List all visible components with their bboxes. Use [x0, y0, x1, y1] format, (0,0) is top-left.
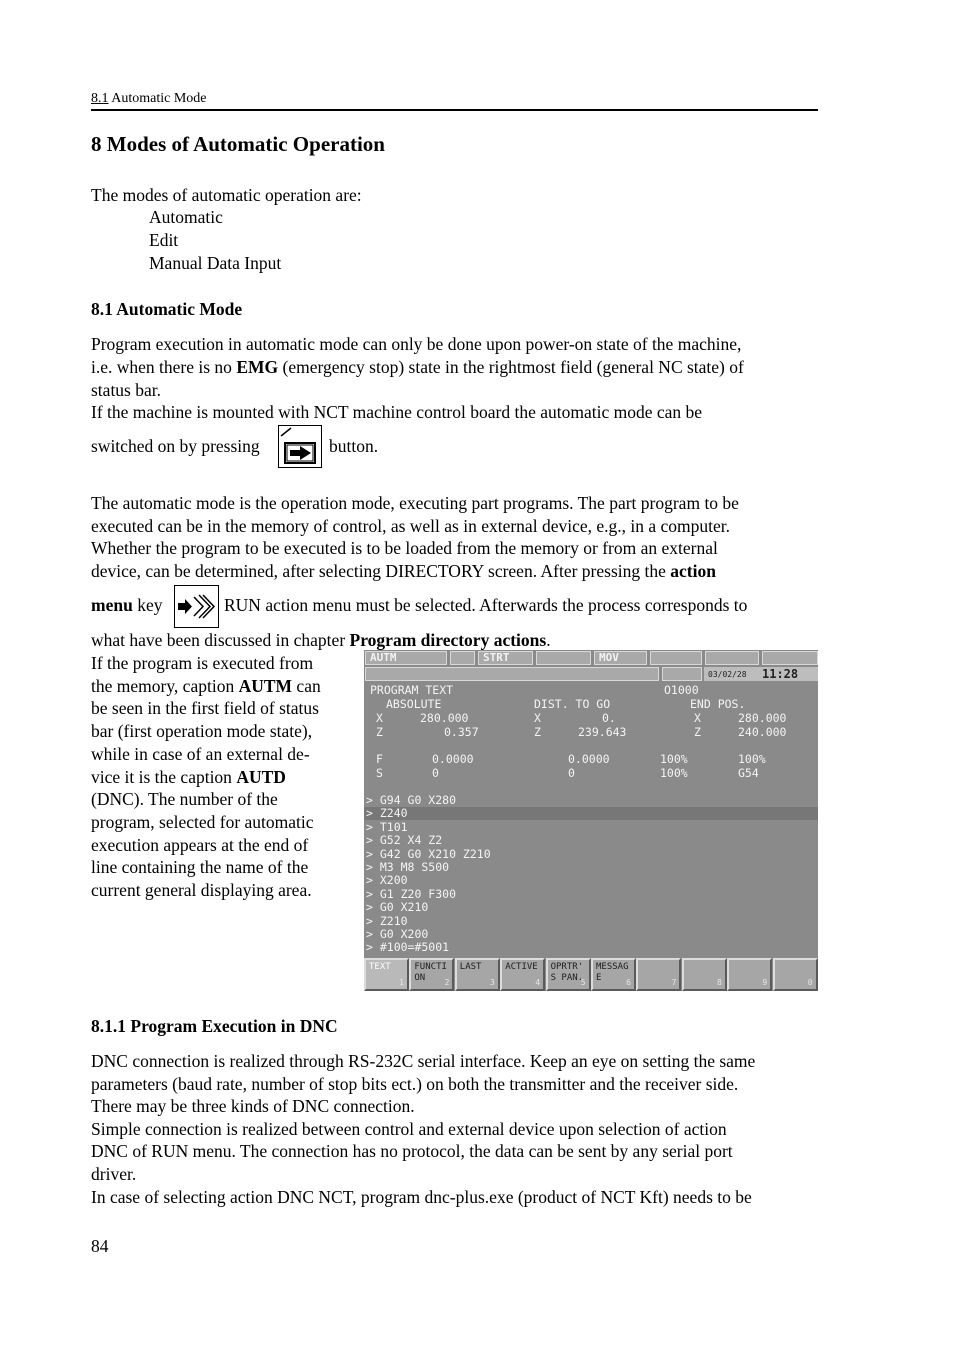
softkey-5[interactable] — [546, 958, 591, 991]
softkey-1[interactable] — [364, 958, 409, 991]
feed-label: F — [376, 752, 383, 766]
axis-value: 280.000 — [738, 711, 787, 725]
feed-override: 100% — [660, 752, 688, 766]
program-line: > G1 Z20 F300 — [366, 886, 457, 901]
softkey-number: 0 — [807, 978, 813, 987]
rapid-override: 100% — [738, 752, 766, 766]
header-rule — [91, 109, 818, 111]
text-run: i.e. when there is no — [91, 357, 237, 377]
softkey-number: 1 — [399, 978, 404, 987]
paragraph-1-line-2 — [91, 356, 831, 379]
subsection-line: parameters (baud rate, number of stop bits ect.) on both the transmitter and the receiver side. — [91, 1074, 739, 1094]
softkey-number: 7 — [671, 978, 677, 987]
text-run: vice it is the caption — [91, 767, 237, 787]
subsection-line: Simple connection is realized between control and external device upon selection of action — [91, 1119, 727, 1139]
column-header-absolute: ABSOLUTE — [386, 697, 442, 711]
text-run: switched on by pressing — [91, 436, 260, 456]
action-menu-key-icon — [174, 585, 219, 628]
softkey-4[interactable] — [500, 958, 545, 991]
header-section-title: Automatic Mode — [111, 91, 207, 106]
subsection-line: DNC of RUN menu. The connection has no protocol, the data can be sent by any serial port — [91, 1141, 733, 1161]
action-term: action — [670, 561, 716, 581]
automatic-mode-button-icon — [278, 425, 322, 468]
autm-caption: AUTM — [238, 676, 293, 696]
softkey-number: 3 — [489, 978, 495, 987]
softkey-label: FUNCTI ON — [414, 962, 447, 983]
intro-text: The modes of automatic operation are: — [91, 185, 362, 205]
softkey-number: 2 — [444, 978, 450, 987]
mode-item-mdi: Manual Data Input — [149, 253, 282, 273]
axis-label: Z — [694, 725, 701, 739]
subsection-line: driver. — [91, 1164, 137, 1184]
paragraph-1-line-1: Program execution in automatic mode can only be done upon power-on state of the machine, — [91, 334, 742, 354]
softkey-number: 6 — [626, 978, 631, 987]
page-number: 84 — [91, 1236, 109, 1256]
program-number: O1000 — [664, 683, 699, 697]
program-line: > T101 — [366, 819, 408, 834]
axis-value: 240.000 — [738, 725, 787, 739]
axis-label: X — [694, 711, 701, 725]
status-field-empty — [536, 651, 591, 665]
axis-label: Z — [376, 725, 383, 739]
chapter-title: 8 Modes of Automatic Operation — [91, 132, 385, 156]
side-text-line — [91, 766, 361, 789]
subsection-title: 8.1.1 Program Execution in DNC — [91, 1016, 338, 1036]
status-field-empty — [762, 651, 818, 665]
column-header-end-pos: END POS. — [690, 697, 746, 711]
program-line: > G0 X210 — [366, 900, 429, 915]
mode-item-automatic: Automatic — [149, 207, 223, 227]
paragraph-2-line-3: Whether the program to be executed is to be loaded from the memory or from an external — [91, 538, 718, 558]
paragraph-2-line-4 — [91, 560, 831, 583]
side-text-line: line containing the name of the — [91, 857, 309, 877]
text-run: what have been discussed in chapter — [91, 630, 350, 650]
program-line: > G42 G0 X210 Z210 — [366, 846, 491, 861]
softkey-9[interactable] — [727, 958, 772, 991]
paragraph-2-line-2: executed can be in the memory of control, as well as in external device, e.g., in a computer. — [91, 516, 730, 536]
text-run: . — [546, 630, 551, 650]
side-text-line — [91, 675, 361, 698]
side-text-line: (DNC). The number of the — [91, 789, 278, 809]
program-line: > X200 — [366, 873, 408, 888]
softkey-label: MESSAG E — [596, 962, 629, 983]
paragraph-2-line-1: The automatic mode is the operation mode, executing part programs. The part program to be — [91, 493, 739, 513]
status-field-empty — [650, 651, 702, 665]
current-line-highlight — [364, 807, 818, 820]
program-line: > G94 G0 X280 — [366, 793, 457, 807]
program-line: > Z210 — [366, 913, 408, 928]
clock-display — [704, 667, 818, 681]
side-text-line: bar (first operation mode state), — [91, 721, 313, 741]
date-readout: 03/02/28 — [708, 670, 747, 679]
text-run: device, can be determined, after selecting DIRECTORY screen. After pressing the — [91, 561, 671, 581]
status-field-empty — [450, 651, 475, 665]
subsection-line: There may be three kinds of DNC connection. — [91, 1096, 415, 1116]
status-field-empty — [662, 667, 702, 681]
side-text-line: program, selected for automatic — [91, 812, 314, 832]
side-text-line: execution appears at the end of — [91, 835, 309, 855]
section-title: 8.1 Automatic Mode — [91, 299, 243, 319]
autd-caption: AUTD — [236, 767, 286, 787]
program-line: > M3 M8 S500 — [366, 860, 450, 874]
time-readout: 11:28 — [762, 667, 799, 681]
softkey-number: 8 — [716, 978, 722, 987]
paragraph-1-line-4: If the machine is mounted with NCT machine control board the automatic mode can be — [91, 402, 703, 422]
program-line: > G0 X200 — [366, 927, 429, 941]
side-text-line: while in case of an external de- — [91, 744, 310, 764]
axis-value: 239.643 — [578, 725, 627, 739]
spindle-value: 0 — [568, 766, 575, 780]
spindle-override: 100% — [660, 766, 688, 780]
axis-label: X — [376, 711, 383, 725]
softkey-number: 9 — [762, 978, 768, 987]
text-run: can — [292, 676, 321, 696]
softkey-8[interactable] — [682, 958, 727, 991]
program-line: > Z240 — [366, 806, 408, 821]
paragraph-2-line-6 — [91, 629, 831, 652]
text-run: (emergency stop) state in the rightmost field (general NC state) of — [278, 357, 744, 377]
side-text-line — [91, 652, 361, 675]
screen-title: PROGRAM TEXT — [370, 683, 454, 697]
softkey-label: LAST — [459, 962, 482, 972]
status-field-start: STRT — [478, 651, 533, 665]
text-run: key — [132, 595, 163, 615]
work-offset: G54 — [738, 766, 759, 780]
spindle-value: 0 — [432, 766, 439, 780]
feed-value: 0.0000 — [568, 752, 610, 766]
arrow-into-box-icon — [279, 426, 321, 467]
spindle-label: S — [376, 766, 383, 780]
side-text-line: be seen in the first field of status — [91, 698, 319, 718]
menu-term: menu — [91, 595, 133, 615]
side-text-line: current general displaying area. — [91, 880, 312, 900]
softkey-6[interactable] — [591, 958, 636, 991]
chapter-reference: Program directory actions — [349, 630, 547, 650]
softkey-0[interactable] — [773, 958, 818, 991]
softkey-number: 4 — [535, 978, 541, 987]
action-menu-arrows-icon — [175, 586, 218, 627]
program-line: > #100=#5001 — [366, 940, 450, 955]
subsection-line: DNC connection is realized through RS-232C serial interface. Keep an eye on setting the same — [91, 1051, 756, 1071]
feed-value: 0.0000 — [432, 752, 474, 766]
subsection-line: In case of selecting action DNC NCT, program dnc-plus.exe (product of NCT Kft) needs to be — [91, 1187, 752, 1207]
paragraph-1-line-5-end: button. — [329, 436, 379, 456]
header-section-number: 8.1 — [91, 91, 109, 106]
status-field-empty — [705, 651, 759, 665]
program-line: > G52 X4 Z2 — [366, 833, 443, 848]
paragraph-1-line-3: status bar. — [91, 380, 161, 400]
mode-item-edit: Edit — [149, 230, 179, 250]
axis-label: X — [534, 711, 541, 725]
softkey-number: 5 — [580, 978, 586, 987]
status-field-mode: AUTM — [365, 651, 447, 665]
cnc-screen — [364, 650, 818, 991]
paragraph-2-line-5-end: RUN action menu must be selected. Afterwards the process corresponds to — [224, 595, 748, 615]
softkey-7[interactable] — [636, 958, 681, 991]
emg-caption: EMG — [236, 357, 279, 377]
text-run: If the program is executed from — [91, 653, 314, 673]
softkey-3[interactable] — [455, 958, 500, 991]
softkey-label: TEXT — [369, 962, 391, 972]
screen-title-row — [370, 684, 453, 697]
softkey-2[interactable] — [409, 958, 454, 991]
axis-value: 280.000 — [420, 711, 469, 725]
text-run: the memory, caption — [91, 676, 239, 696]
softkey-bar — [364, 958, 818, 991]
axis-value: 0. — [602, 711, 616, 725]
status-field-motion: MOV — [594, 651, 647, 665]
softkey-label: ACTIVE — [505, 962, 538, 972]
axis-value: 0.357 — [444, 725, 479, 739]
softkey-label: OPRTR' S PAN. — [550, 962, 584, 983]
axis-label: Z — [534, 725, 541, 739]
running-header — [91, 91, 207, 107]
column-header-dist-to-go: DIST. TO GO — [534, 697, 611, 711]
message-bar — [365, 667, 659, 681]
